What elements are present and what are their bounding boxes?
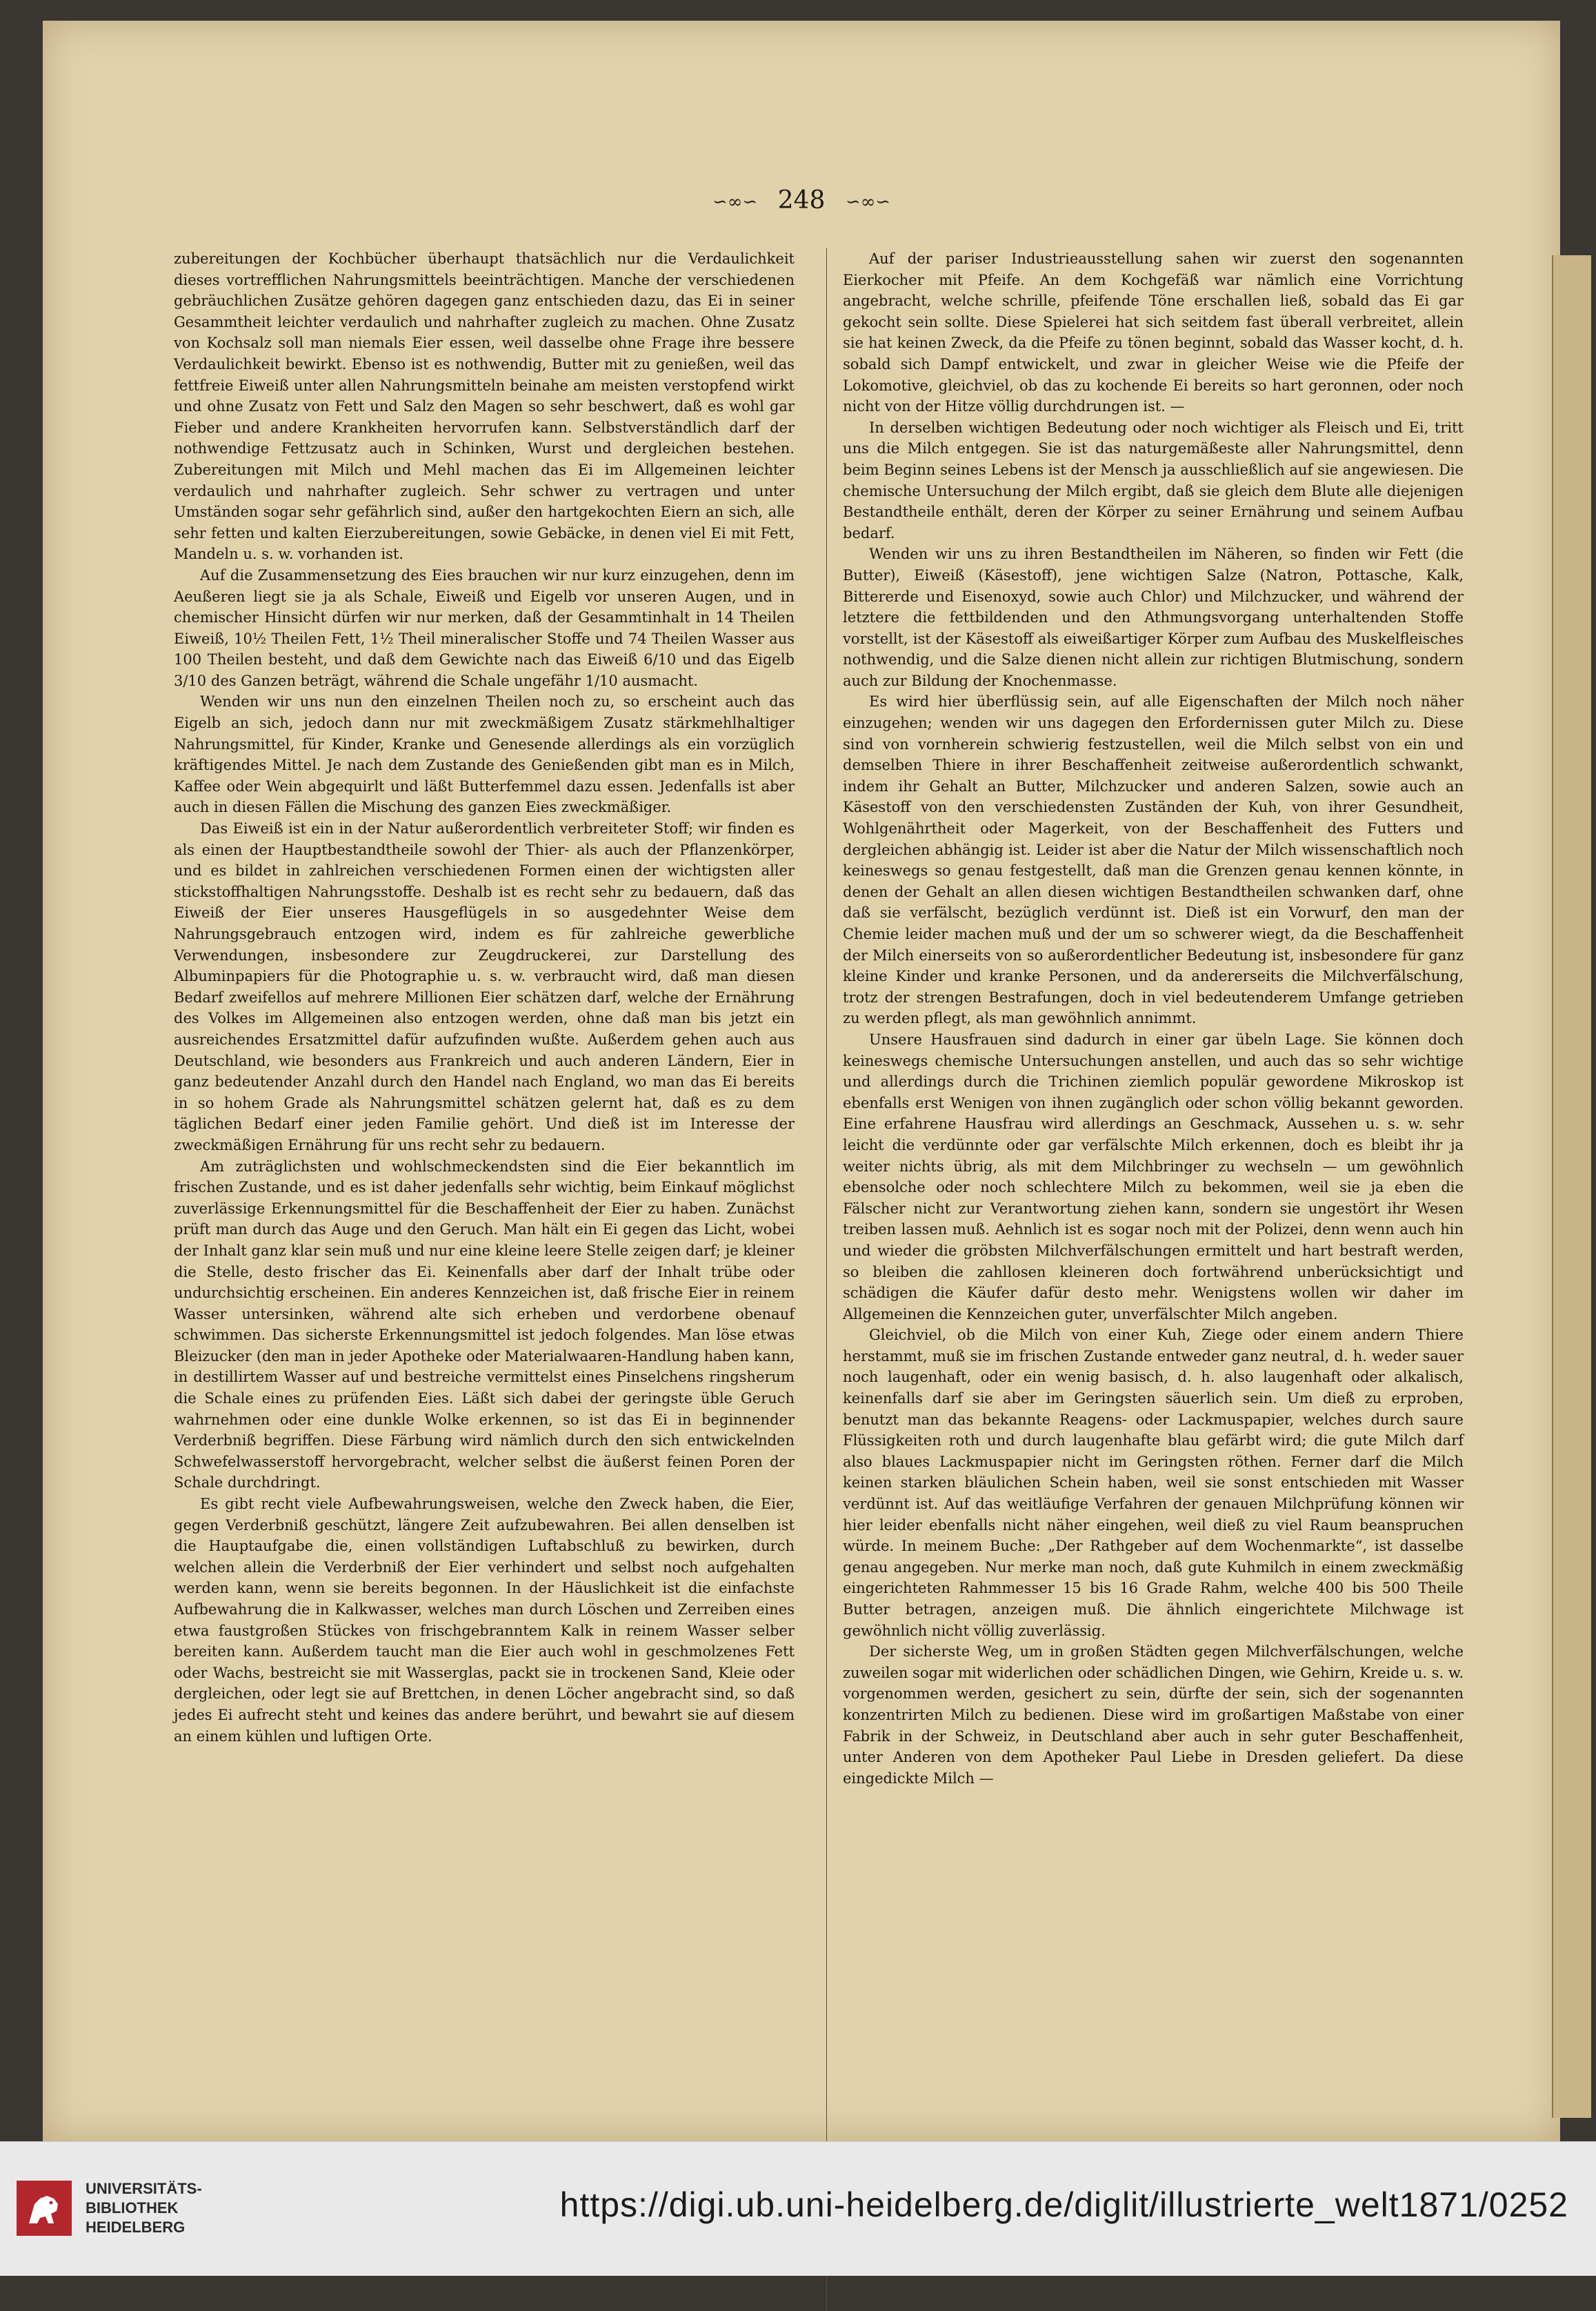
- paragraph: zubereitungen der Kochbücher überhaupt thatsächlich nur die Verdaulichkeit dieses vortrefflichen Nahrungsmittels beeinträchtigen. Manche der verschiedenen gebräuchlichen Zusätze gehören dagegen ganz entschieden dazu, das Ei in seiner Gesammtheit leichter verdaulich und nahrhafter zugleich zu machen. Ohne Zusatz von Kochsalz soll man niemals Eier essen, weil dasselbe ohne Frage ihre bessere Verdaulichkeit bewirkt. Ebenso ist es nothwendig, Butter mit zu genießen, weil das fettfreie Eiweiß unter allen Nahrungsmitteln beinahe am meisten verstopfend wirkt und ohne Zusatz von Fett und Salz den Magen so sehr beschwert, daß es wohl gar Fieber und andere Krankheiten hervorrufen kann. Selbstverständlich darf der nothwendige Fettzusatz auch in Schinken, Wurst und dergleichen bestehen. Zubereitungen mit Milch und Mehl machen das Ei im Allgemeinen leichter verdaulich und nahrhafter zugleich. Sehr schwer zu vertragen und unter Umständen sogar sehr gefährlich sind, außer den hartgekochten Eiern an sich, alle sehr fetten und kalten Eierzubereitungen, sowie Gebäcke, in denen viel Ei mit Fett, Mandeln u. s. w. vorhanden ist.: [174, 250, 795, 563]
- library-name: UNIVERSITÄTS- BIBLIOTHEK HEIDELBERG: [86, 2180, 202, 2236]
- paragraph: Das Eiweiß ist ein in der Natur außerordentlich verbreiteter Stoff; wir finden es als einen der Hauptbestandtheile sowohl der Thier- als auch der Pflanzenkörper, und es bildet in zahlreichen verschiedenen Formen einen der wichtigsten aller stickstoffhaltigen Nahrungsstoffe. Deshalb ist es recht sehr zu bedauern, daß das Eiweiß der Eier unseres Hausgeflügels in so ausgedehnter Weise dem Nahrungsgebrauch entzogen wird, indem es für zahlreiche gewerbliche Verwendungen, insbesondere zur Zeugdruckerei, zur Darstellung des Albuminpapiers für die Photographie u. s. w. verbraucht wird, daß man diesen Bedarf zweifellos auf mehrere Millionen Eier schätzen darf, welche der Ernährung des Volkes im Allgemeinen also entzogen werden, ohne daß man bis jetzt ein ausreichendes Ersatzmittel dafür aufzufinden wußte. Außerdem gehen auch aus Deutschland, wie besonders aus Frankreich und auch anderen Ländern, Eier in ganz bedeutender Anzahl durch den Handel nach England, wo man das Ei bereits in so hohem Grade als Nahrungsmittel schätzen gelernt hat, daß es zu dem täglichen Bedarf einer jeden Familie gehört. Und dieß ist im Interesse der zweckmäßigen Ernährung für uns recht sehr zu bedauern.: [174, 820, 795, 1153]
- left-column: [174, 248, 795, 1747]
- heidelberg-lion-logo-icon: [17, 2181, 72, 2236]
- column-divider: [826, 248, 827, 2311]
- paragraph: Es gibt recht viele Aufbewahrungsweisen, welche den Zweck haben, die Eier, gegen Verderbniß geschützt, längere Zeit aufzubewahren. Bei allen denselben ist die Hauptaufgabe die, einen vollständigen Luftabschluß zu bewirken, durch welchen allein die Verderbniß der Eier verhindert und selbst noch aufgehalten werden kann, wenn sie bereits begonnen. In der Häuslichkeit ist die einfachste Aufbewahrung die in Kalkwasser, welches man durch Löschen und Zerreiben eines etwa faustgroßen Stückes von frischgebranntem Kalk in reinem Wasser selber bereiten kann. Außerdem taucht man die Eier auch wohl in geschmolzenes Fett oder Wachs, bestreicht sie mit Wasserglas, packt sie in trockenen Sand, Kleie oder dergleichen, oder legt sie auf Brettchen, in denen Löcher angebracht sind, so daß jedes Ei aufrecht steht und keines das andere berührt, und bewahrt sie auf diesem an einem kühlen und luftigen Orte.: [174, 1496, 795, 1745]
- paragraph: Auf der pariser Industrieausstellung sahen wir zuerst den sogenannten Eierkocher mit Pfeife. An dem Kochgefäß war nämlich eine Vorrichtung angebracht, welche schrille, pfeifende Töne erschallen ließ, sobald das Ei gar gekocht sein sollte. Diese Spielerei hat sich seitdem fast überall verbreitet, allein sie hat keinen Zweck, da die Pfeife zu tönen beginnt, sobald das Wasser kocht, d. h. sobald sich Dampf entwickelt, und zwar in gleicher Weise wie die Pfeife der Lokomotive, gleichviel, ob das zu kochende Ei bereits so hart geronnen, oder noch nicht von der Hitze völlig durchdrungen ist. —: [843, 250, 1464, 415]
- paragraph: Am zuträglichsten und wohlschmeckendsten sind die Eier bekanntlich im frischen Zustande, und es ist daher jedenfalls sehr wichtig, beim Einkauf möglichst zuverlässige Erkennungsmittel für die Beschaffenheit der Eier zu haben. Zunächst prüft man durch das Auge und den Geruch. Man hält ein Ei gegen das Licht, wobei der Inhalt ganz klar sein muß und nur eine kleine leere Stelle zeigen darf; je kleiner die Stelle, desto frischer das Ei. Keinenfalls aber darf der Inhalt trübe oder undurchsichtig erscheinen. Ein anderes Kennzeichen ist, daß frische Eier in reinem Wasser untersinken, während alte sich erheben und verdorbene obenauf schwimmen. Das sicherste Erkennungsmittel ist jedoch folgendes. Man löse etwas Bleizucker (den man in jeder Apotheke oder Materialwaaren-Handlung haben kann, in destillirtem Wasser auf und bestreiche vermittelst eines Pinselchens ringsherum die Schale eines zu prüfenden Eies. Läßt sich dabei der geringste üble Geruch wahrnehmen oder eine dunkle Wolke erkennen, so ist das Ei in beginnender Verderbniß begriffen. Diese Färbung wird nämlich durch den sich entwickelnden Schwefelwasserstoff hervorgebracht, welcher selbst die äußerst feinen Poren der Schale durchdringt.: [174, 1158, 795, 1491]
- ornament-left-icon: ∽∞∽: [712, 192, 758, 212]
- paragraph: Wenden wir uns nun den einzelnen Theilen noch zu, so erscheint auch das Eigelb an sich, jedoch dann nur mit zweckmäßigem Zusatz stärkmehlhaltiger Nahrungsmittel, für Kinder, Kranke und Genesende allerdings als ein vorzüglich kräftigendes Mittel. Je nach dem Zustande des Genießenden gibt man es in Milch, Kaffee oder Wein abgequirlt und läßt Butterfemmel dazu essen. Jedenfalls ist aber auch in diesen Fällen die Mischung des ganzen Eies zweckmäßiger.: [174, 693, 795, 816]
- paragraph: Wenden wir uns zu ihren Bestandtheilen im Näheren, so finden wir Fett (die Butter), Eiweiß (Käsestoff), jene wichtigen Salze (Natron, Pottasche, Kalk, Bittererde und Eisenoxyd, sowie auch Chlor) und Milchzucker, und während der letztere die fettbildenden und den Athmungsvorgang unterhaltenden Stoffe vorstellt, ist der Käsestoff als eiweißartiger Körper zum Aufbau des Muskelfleisches nothwendig, und die Salze dienen nicht allein zur richtigen Blutmischung, sondern auch zur Bildung der Knochenmasse.: [843, 546, 1464, 689]
- paragraph: In derselben wichtigen Bedeutung oder noch wichtiger als Fleisch und Ei, tritt uns die Milch entgegen. Sie ist das naturgemäßeste aller Nahrungsmittel, denn beim Beginn seines Lebens ist der Mensch ja ausschließlich auf sie angewiesen. Die chemische Untersuchung der Milch ergibt, daß sie gleich dem Blute alle diejenigen Bestandtheile enthält, deren der Körper zu seiner Ernährung und seinem Aufbau bedarf.: [843, 419, 1464, 542]
- page-number: 248: [777, 186, 826, 215]
- source-url-link[interactable]: https://digi.ub.uni-heidelberg.de/diglit/illustrierte_welt1871/0252: [559, 2185, 1568, 2224]
- paragraph: Der sicherste Weg, um in großen Städten gegen Milchverfälschungen, welche zuweilen sogar mit widerlichen oder schädlichen Dingen, wie Gehirn, Kreide u. s. w. vorgenommen werden, gesichert zu sein, dürfte der sein, sich der sogenannten konzentrirten Milch zu bedienen. Diese wird im großartigen Maßstabe von einer Fabrik in der Schweiz, in Deutschland aber auch in sehr guter Beschaffenheit, unter Anderen von dem Apotheker Paul Liebe in Dresden geliefert. Da diese eingedickte Milch —: [843, 1643, 1464, 1787]
- paragraph: Auf die Zusammensetzung des Eies brauchen wir nur kurz einzugehen, denn im Aeußeren liegt sie ja als Schale, Eiweiß und Eigelb vor unseren Augen, und in chemischer Hinsicht dürfen wir nur merken, daß der Gesammtinhalt in 14 Theilen Eiweiß, 10½ Theilen Fett, 1½ Theil mineralischer Stoffe und 74 Theilen Wasser aus 100 Theilen besteht, und daß dem Gewichte nach das Eiweiß 6/10 und das Eigelb 3/10 des Ganzen beträgt, während die Schale ungefähr 1/10 ausmacht.: [174, 566, 795, 689]
- viewer-footer: [0, 2141, 1596, 2276]
- right-column: [843, 248, 1464, 1789]
- page-header: [43, 186, 1560, 228]
- paragraph: Es wird hier überflüssig sein, auf alle Eigenschaften der Milch noch näher einzugehen; wenden wir uns dagegen den Erfordernissen guter Milch zu. Diese sind von vornherein schwierig festzustellen, weil die Milch selbst von ein und demselben Thiere in ihrer Beschaffenheit zeitweise außerordentlich schwankt, indem ihr Gehalt an Butter, Milchzucker und anderen Salzen, sowie auch an Käsestoff von den verschiedensten Zuständen der Kuh, von ihrer Gesundheit, Wohlgenährtheit oder Magerkeit, von der Beschaffenheit des Futters und dergleichen abhängig ist. Leider ist aber die Natur der Milch wissenschaftlich noch keineswegs so genau festgestellt, daß man die Grenzen genau kennen könnte, in denen der Gehalt an allen diesen wichtigen Bestandtheilen schwanken darf, ohne daß sie verfälscht, bezüglich verdünnt ist. Dieß ist ein Vorwurf, den man der Chemie leider machen muß und der um so schwerer wiegt, da die Beschaffenheit der Milch einerseits von so außerordentlicher Bedeutung ist, insbesondere für ganz kleine Kinder und kranke Personen, und da andererseits die Milchverfälschung, trotz der strengen Bestrafungen, doch in viel bedeutenderem Umfange getrieben zu werden pflegt, als man gewöhnlich annimmt.: [843, 693, 1464, 1027]
- paragraph: Gleichviel, ob die Milch von einer Kuh, Ziege oder einem andern Thiere herstammt, muß sie im frischen Zustande entweder ganz neutral, d. h. weder sauer noch laugenhaft, oder ein wenig basisch, d. h. also laugenhaft oder alkalisch, keinenfalls darf sie aber im Geringsten säuerlich sein. Um dieß zu erproben, benutzt man das bekannte Reagens- oder Lackmuspapier, welches durch saure Flüssigkeiten roth und durch laugenhafte blau gefärbt wird; die gute Milch darf also blaues Lackmuspapier nicht im Geringsten röthen. Ferner darf die Milch keinen starken bläulichen Schein haben, weil sie sonst entschieden mit Wasser verdünnt ist. Auf das weitläufige Verfahren der genauen Milchprüfung können wir hier leider ebenfalls nicht näher eingehen, weil dieß zu viel Raum beanspruchen würde. In meinem Buche: „Der Rathgeber auf dem Wochenmarkte“, ist dasselbe genau angegeben. Nur merke man noch, daß gute Kuhmilch in einem zweckmäßig eingerichteten Rahmmesser 15 bis 16 Grade Rahm, welche 400 bis 500 Theile Butter betragen, anzeigen muß. Die ähnlich eingerichtete Milchwage ist gewöhnlich nicht völlig zuverlässig.: [843, 1327, 1464, 1639]
- document-page: [43, 21, 1560, 2142]
- next-page-edge: [1552, 255, 1591, 2118]
- ornament-right-icon: ∽∞∽: [845, 192, 891, 212]
- paragraph: Unsere Hausfrauen sind dadurch in einer gar übeln Lage. Sie können doch keineswegs chemische Untersuchungen anstellen, und auch das so sehr wichtige und allerdings durch die Trichinen ziemlich populär gewordene Mikroskop ist ebenfalls erst Wenigen von ihnen zugänglich oder schon völlig bekannt geworden. Eine erfahrene Hausfrau wird allerdings an Geschmack, Aussehen u. s. w. sehr leicht die verdünnte oder gar verfälschte Milch erkennen, doch es bleibt ihr ja weiter nichts übrig, als mit dem Milchbringer zu wechseln — um gewöhnlich ebensolche oder noch schlechtere Milch zu bekommen, weil sie ja eben die Fälscher nicht zur Verantwortung ziehen kann, sondern sie ungestört ihr Wesen treiben lassen muß. Aehnlich ist es sogar noch mit der Polizei, denn wenn auch hin und wieder die gröbsten Milchverfälschungen ermittelt und hart bestraft werden, so bleiben die zahllosen kleineren doch fortwährend unberücksichtigt und schädigen die Käufer dafür desto mehr. Wenigstens wollen wir daher im Allgemeinen die Kennzeichen guter, unverfälschter Milch angeben.: [843, 1031, 1464, 1322]
